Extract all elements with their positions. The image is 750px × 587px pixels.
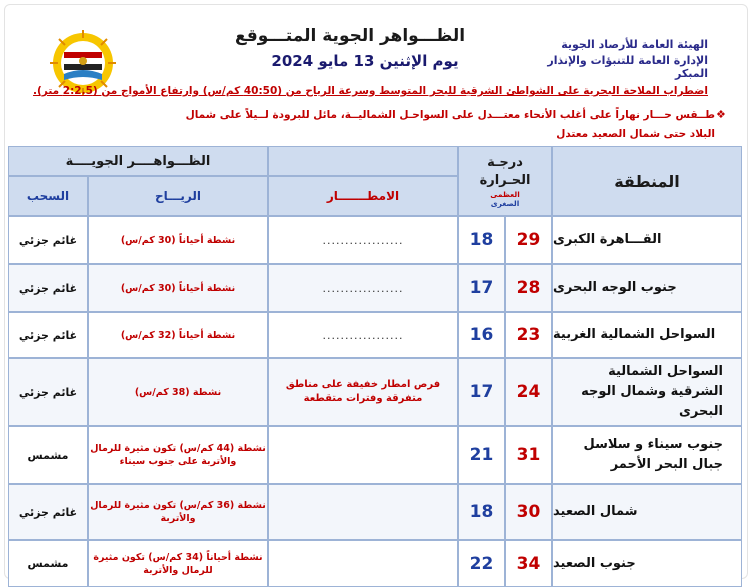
header-temperature-label: درجـة الحـرارة: [479, 155, 531, 188]
header-wind: الريـــاح: [88, 176, 268, 216]
cell-rain: فرص امطار خفيفة على مناطق متفرقة وفترات متقطعة: [268, 358, 458, 426]
cell-min: 17: [458, 358, 505, 426]
cell-min: 22: [458, 540, 505, 587]
cell-max: 29: [505, 216, 552, 264]
forecast-date: يوم الإثنين 13 مايو 2024: [271, 52, 459, 70]
header-clouds: السحب: [8, 176, 88, 216]
header-phenomena: الظـــواهــــر الجويــــة: [8, 146, 268, 176]
bullet-diamond-icon: ❖: [716, 108, 726, 121]
header-blank: [268, 146, 458, 176]
cell-max: 23: [505, 312, 552, 358]
org-department: الإدارة العامة للتنبؤات والإنذار المبكر: [547, 54, 708, 80]
cell-max: 24: [505, 358, 552, 426]
cell-region: السواحل الشمالية الغربية: [552, 312, 742, 358]
forecast-table: [8, 146, 742, 576]
cell-min: 17: [458, 264, 505, 312]
cell-wind: نشطة أحياناً (32 كم/س): [88, 312, 268, 358]
cell-region: شمال الصعيد: [552, 484, 742, 540]
cell-clouds: غائم جزئي: [8, 216, 88, 264]
cell-rain: ..................: [268, 216, 458, 264]
cell-wind: نشطة (38 كم/س): [88, 358, 268, 426]
cell-clouds: مشمس: [8, 540, 88, 587]
header-region: المنطقة: [552, 146, 742, 216]
cell-rain: ..................: [268, 312, 458, 358]
header-temperature: [458, 146, 552, 216]
cell-region: القـــاهرة الكبرى: [552, 216, 742, 264]
cell-max: 30: [505, 484, 552, 540]
cell-clouds: غائم جزئي: [8, 264, 88, 312]
cell-wind: نشطة أحياناً (34 كم/س) تكون مثيرة للرمال والأتربة: [88, 540, 268, 587]
cell-region: جنوب الوجه البحرى: [552, 264, 742, 312]
cell-region: جنوب سيناء و سلاسل جبال البحر الأحمر: [552, 426, 742, 484]
cell-rain: ..................: [268, 264, 458, 312]
cell-min: 18: [458, 216, 505, 264]
cell-max: 34: [505, 540, 552, 587]
cell-wind: نشطة أحياناً (30 كم/س): [88, 216, 268, 264]
header-temp-min: الصغرى: [490, 199, 520, 208]
cell-wind: نشطة أحياناً (30 كم/س): [88, 264, 268, 312]
cell-max: 31: [505, 426, 552, 484]
org-name: الهيئة العامة للأرصاد الجوية: [561, 38, 708, 51]
cell-rain: [268, 484, 458, 540]
cell-clouds: غائم جزئي: [8, 358, 88, 426]
page-title: الظـــواهر الجوية المتـــوقع: [234, 26, 466, 46]
cell-wind: نشطة (36 كم/س) تكون مثيرة للرمال والأتربة: [88, 484, 268, 540]
cell-rain: [268, 426, 458, 484]
cell-region: جنوب الصعيد: [552, 540, 742, 587]
forecast-line-1: طــقس حـــار نهاراً على أغلب الأنحاء معتـــدل على السواحـل الشماليــة، مائل للبرودة لــيلاً على شمال البلاد حتى شمال الصعيد معتدل: [185, 109, 715, 140]
marine-warning: اضطراب الملاحة البحرية على الشواطئ الشرقية للبحر المتوسط وسرعة الرياح من (40:50 كم/س) وارتفاع الأمواج من (2:2.5 متر).: [33, 85, 708, 97]
cell-region: السواحل الشمالية الشرقية وشمال الوجه البحرى: [552, 358, 742, 426]
cell-clouds: مشمس: [8, 426, 88, 484]
cell-clouds: غائم جزئي: [8, 312, 88, 358]
cell-min: 18: [458, 484, 505, 540]
header-temp-max: العظمى: [490, 190, 520, 199]
cell-wind: نشطة (44 كم/س) تكون مثيرة للرمال والأتربة على جنوب سيناء: [88, 426, 268, 484]
cell-min: 16: [458, 312, 505, 358]
cell-clouds: غائم جزئي: [8, 484, 88, 540]
cell-rain: [268, 540, 458, 587]
header-rain: الامطـــــــار: [268, 176, 458, 216]
cell-max: 28: [505, 264, 552, 312]
cell-min: 21: [458, 426, 505, 484]
